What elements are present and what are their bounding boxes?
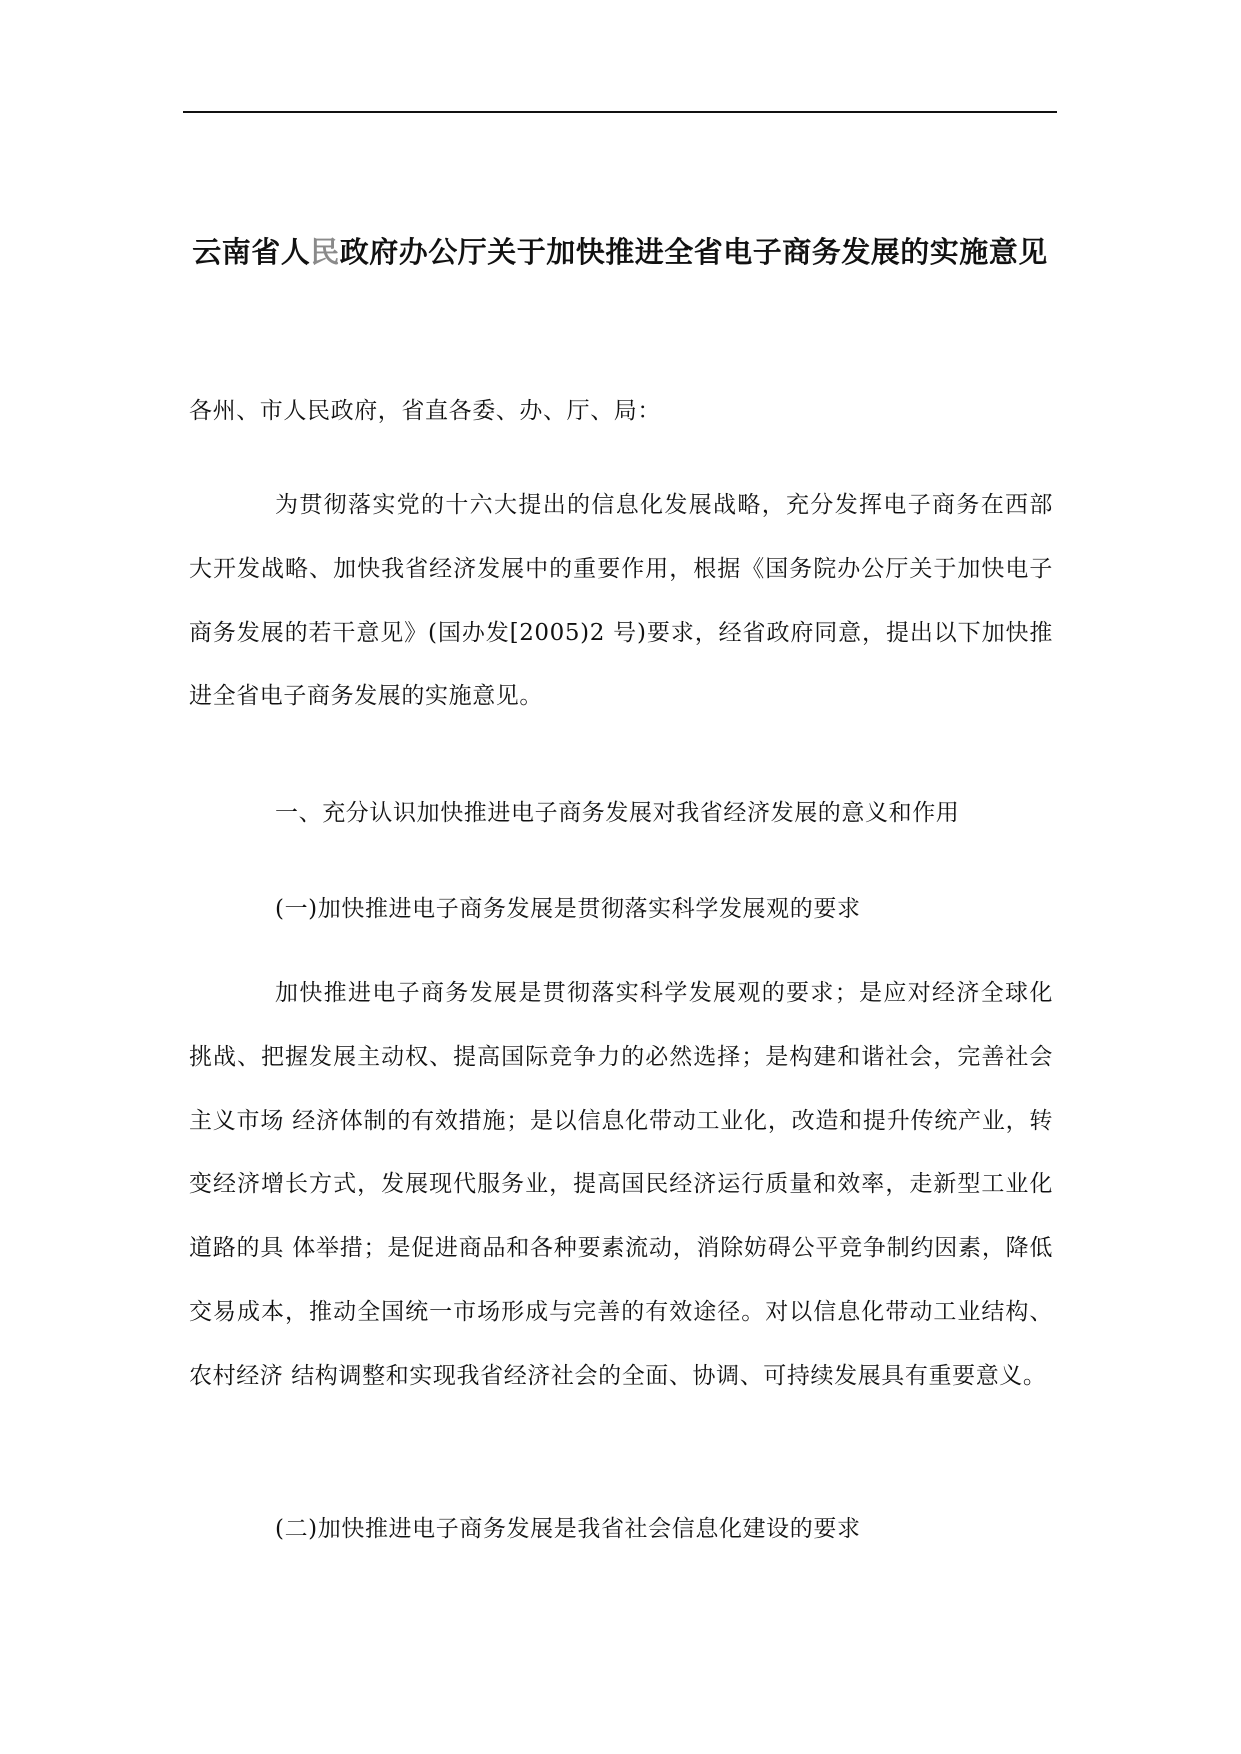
salutation: 各州、市人民政府，省直各委、办、厅、局： (189, 398, 661, 424)
subsection-1-heading: (一)加快推进电子商务发展是贯彻落实科学发展观的要求 (275, 896, 861, 922)
header-rule (183, 111, 1057, 113)
title-part-3: 政府办公厅关于加快推进全省电子商务发展的实施意见 (339, 235, 1048, 269)
section-1-heading: 一、充分认识加快推进电子商务发展对我省经济发展的意义和作用 (275, 800, 960, 826)
title-part-2: 民 (310, 235, 340, 269)
subsection-2-heading: (二)加快推进电子商务发展是我省社会信息化建设的要求 (275, 1516, 861, 1542)
subsection-1-paragraph: 加快推进电子商务发展是贯彻落实科学发展观的要求；是应对经济全球化挑战、把握发展主动权、提高国际竞争力的必然选择；是构建和谐社会，完善社会主义市场 经济体制的有效措施；是以信息化带动工业化，改造和提升传统产业，转变经济增长方式，发展现代服务业，提高国民经济运行质量和效率，走新型工业化道路的具 体举措；是促进商品和各种要素流动，消除妨碍公平竞争制约因素，降低交易成本，推动全国统一市场形成与完善的有效途径。对以信息化带动工业结构、农村经济 结构调整和实现我省经济社会的全面、协调、可持续发展具有重要意义。 (189, 980, 1053, 1389)
intro-paragraph: 为贯彻落实党的十六大提出的信息化发展战略，充分发挥电子商务在西部大开发战略、加快我省经济发展中的重要作用，根据《国务院办公厅关于加快电子商务发展的若干意见》(国办发[2005)2 号)要求，经省政府同意，提出以下加快推进全省电子商务发展的实施意见。 (189, 492, 1053, 710)
title-part-1: 云南省人 (192, 235, 311, 269)
document-title (183, 232, 1057, 272)
